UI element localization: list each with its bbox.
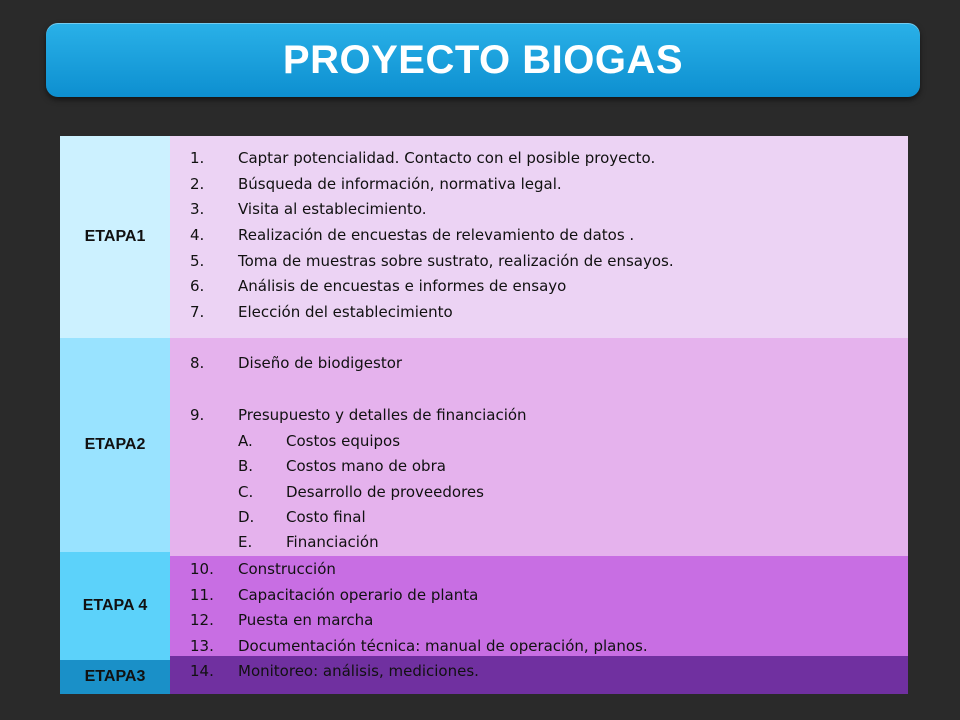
item-text: Realización de encuestas de relevamiento de datos . [238,226,635,244]
subitem-letter: A. [238,432,253,450]
item-number: 4. [190,226,205,244]
etapa1-label: ETAPA1 [84,228,146,245]
item-number: 14. [190,662,214,680]
subitem-letter: E. [238,533,253,551]
subitem-text: Financiación [286,533,379,551]
item-number: 9. [190,406,205,424]
item-text: Documentación técnica: manual de operación, planos. [238,637,648,655]
item-number: 13. [190,637,214,655]
item-number: 12. [190,611,214,629]
item-text: Diseño de biodigestor [238,354,403,372]
etapa4-label: ETAPA 4 [82,597,148,614]
etapa4-label-cell [60,552,170,660]
subitem-letter: C. [238,483,254,501]
etapa2-label: ETAPA2 [84,436,146,453]
subitem-letter: D. [238,508,255,526]
stage-items-layer [190,0,900,720]
subitem-text: Costo final [286,508,366,526]
item-text: Puesta en marcha [238,611,374,629]
item-text: Búsqueda de información, normativa legal. [238,175,562,193]
etapa2-label-cell [60,338,170,552]
item-number: 11. [190,586,214,604]
item-number: 2. [190,175,205,193]
page-title: PROYECTO BIOGAS [282,37,684,82]
subitem-text: Desarrollo de proveedores [286,483,484,501]
subitem-text: Costos mano de obra [286,457,446,475]
item-number: 7. [190,303,205,321]
subitem-text: Costos equipos [286,432,401,450]
item-text: Presupuesto y detalles de financiación [238,406,527,424]
item-number: 5. [190,252,205,270]
item-text: Captar potencialidad. Contacto con el posible proyecto. [238,149,656,167]
item-text: Monitoreo: análisis, mediciones. [238,662,479,680]
item-number: 6. [190,277,205,295]
item-text: Visita al establecimiento. [238,200,427,218]
etapa3-label: ETAPA3 [84,668,146,685]
item-text: Capacitación operario de planta [238,586,479,604]
etapa3-label-cell [60,660,170,694]
etapa1-label-cell [60,136,170,338]
item-number: 3. [190,200,205,218]
subitem-letter: B. [238,457,254,475]
item-number: 1. [190,149,205,167]
item-number: 10. [190,560,214,578]
item-text: Toma de muestras sobre sustrato, realización de ensayos. [238,252,674,270]
item-text: Construcción [238,560,336,578]
item-text: Análisis de encuestas e informes de ensayo [238,277,567,295]
item-number: 8. [190,354,205,372]
item-text: Elección del establecimiento [238,303,453,321]
